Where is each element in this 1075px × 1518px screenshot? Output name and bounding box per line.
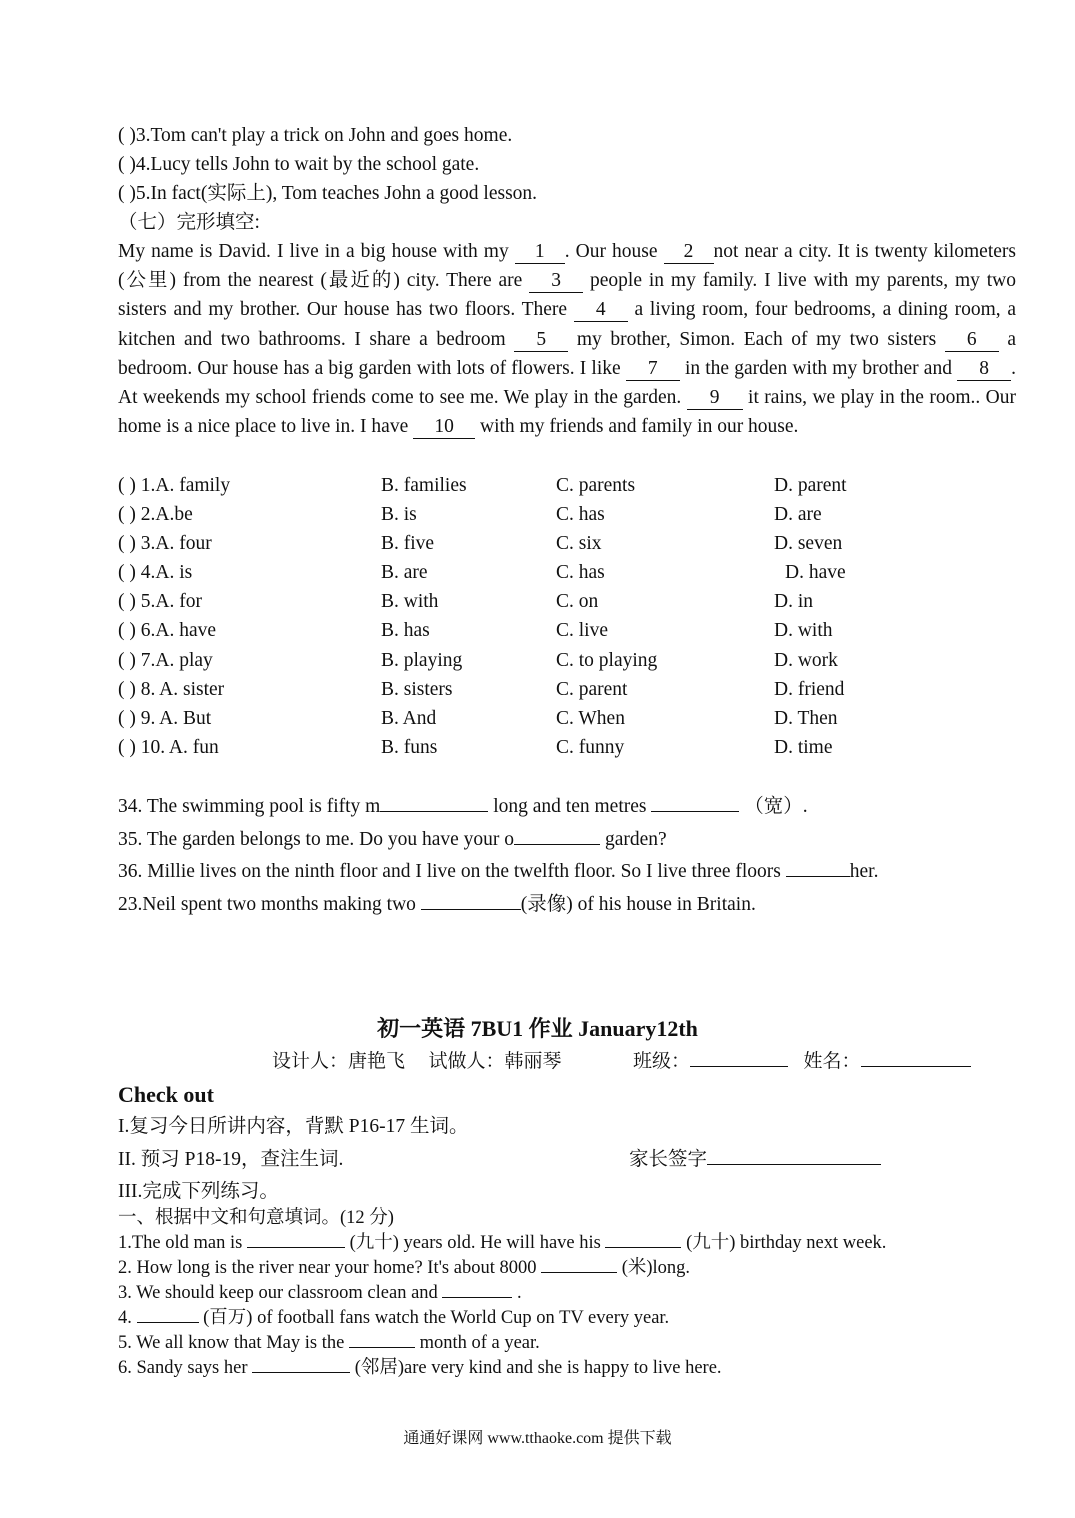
judgement-item-5: ( )5.In fact(实际上), Tom teaches John a good lesson. <box>118 183 538 204</box>
fill-item-36 <box>118 857 878 886</box>
task-3: III.完成下列练习。 <box>118 1181 279 1202</box>
option-b: B. funs <box>381 737 438 758</box>
answer-blank[interactable] <box>786 858 850 877</box>
footer-credit: 通通好课网 www.tthaoke.com 提供下载 <box>403 1430 672 1447</box>
cloze-blank-2[interactable]: 2 <box>664 241 714 264</box>
name-label: 姓名： <box>803 1051 861 1072</box>
cloze-blank-7[interactable]: 7 <box>626 358 680 381</box>
question-text: (米)long. <box>617 1258 691 1278</box>
question-text: 1.The old man is <box>118 1233 247 1253</box>
answer-blank[interactable] <box>380 793 488 812</box>
cloze-passage <box>118 237 1016 441</box>
option-b: B. families <box>381 475 467 496</box>
option-row <box>118 471 1018 500</box>
answer-blank[interactable] <box>247 1229 345 1248</box>
option-a: ( ) 6.A. have <box>118 620 217 641</box>
passage-text: a bedroom. Our house has a big garden with lots of flowers. I like <box>118 328 1017 379</box>
option-a: ( ) 1.A. family <box>118 475 231 496</box>
option-c: C. When <box>556 708 625 729</box>
option-d: D. with <box>774 620 833 641</box>
passage-text: it rains, we play in the room.. Our home is a nice place to live in. I have <box>118 387 1016 438</box>
parent-sign-label: 家长签字 <box>629 1149 708 1170</box>
parent-sign <box>629 1145 881 1174</box>
option-c: C. on <box>556 591 599 612</box>
cloze-blank-5[interactable]: 5 <box>514 329 568 352</box>
option-a: ( ) 9. A. But <box>118 708 212 729</box>
passage-text: a living room, four bedrooms, a dining room, a kitchen and two bathrooms. I share a bedroom <box>118 299 1016 350</box>
question-text: garden? <box>600 829 667 850</box>
question-text: long and ten metres <box>488 796 652 817</box>
question-text: her. <box>849 861 879 882</box>
cloze-heading: （七）完形填空: <box>118 212 260 233</box>
option-c: C. funny <box>556 737 625 758</box>
option-row <box>118 587 1018 616</box>
class-field[interactable] <box>690 1048 788 1067</box>
option-c: C. parent <box>556 679 628 700</box>
option-c: C. to playing <box>556 650 658 671</box>
option-row <box>118 675 1018 704</box>
option-a: ( ) 8. A. sister <box>118 679 225 700</box>
option-a: ( ) 5.A. for <box>118 591 202 612</box>
cloze-blank-8[interactable]: 8 <box>957 358 1011 381</box>
option-row <box>118 704 1018 733</box>
question-text: 2. How long is the river near your home? It's about 8000 <box>118 1258 542 1278</box>
cloze-blank-6[interactable]: 6 <box>945 329 999 352</box>
question-text: (邻居)are very kind and she is happy to live here. <box>350 1358 722 1378</box>
task-1: I.复习今日所讲内容，背默 P16-17 生词。 <box>118 1116 469 1137</box>
option-d: D. in <box>774 591 813 612</box>
question-text: （宽）. <box>739 796 808 817</box>
cloze-blank-4[interactable]: 4 <box>574 299 628 322</box>
tester-label: 试做人：韩丽琴 <box>428 1051 562 1072</box>
option-b: B. are <box>381 562 428 583</box>
option-b: B. with <box>381 591 439 612</box>
option-d: D. are <box>774 504 822 525</box>
option-c: C. has <box>556 504 605 525</box>
fill-item-23 <box>118 890 756 919</box>
fill-item-34 <box>118 792 808 821</box>
homework-subtitle <box>272 1048 971 1076</box>
answer-blank[interactable] <box>421 891 521 910</box>
answer-blank[interactable] <box>252 1354 350 1373</box>
parent-sign-field[interactable] <box>707 1146 881 1165</box>
class-label: 班级： <box>633 1051 691 1072</box>
answer-blank[interactable] <box>541 1254 617 1273</box>
answer-blank[interactable] <box>651 793 739 812</box>
question-text: (九十) birthday next week. <box>681 1233 887 1253</box>
option-row <box>118 500 1018 529</box>
question-text: . <box>512 1283 522 1303</box>
question-text: 34. The swimming pool is fifty m <box>118 796 381 817</box>
question-text: 5. We all know that May is the <box>118 1333 349 1353</box>
option-a: ( ) 7.A. play <box>118 650 213 671</box>
homework-title: 初一英语 7BU1 作业 January12th <box>377 1016 698 1041</box>
option-d: D. time <box>774 737 833 758</box>
question-text: 35. The garden belongs to me. Do you have your o <box>118 829 515 850</box>
passage-text: . Our house <box>564 241 664 262</box>
option-c: C. live <box>556 620 608 641</box>
option-b: B. sisters <box>381 679 453 700</box>
passage-text: . At weekends my school friends come to see me. We play in the garden. <box>118 357 1016 409</box>
question-text: (九十) years old. He will have his <box>344 1233 606 1253</box>
judgement-item-3: ( )3.Tom can't play a trick on John and goes home. <box>118 125 513 146</box>
option-row <box>118 646 1018 675</box>
option-c: C. six <box>556 533 602 554</box>
option-d: D. Then <box>774 708 838 729</box>
option-a: ( ) 3.A. four <box>118 533 212 554</box>
judgement-item-4: ( )4.Lucy tells John to wait by the school gate. <box>118 154 480 175</box>
option-row <box>118 733 1018 762</box>
name-field[interactable] <box>861 1048 971 1067</box>
cloze-blank-1[interactable]: 1 <box>515 241 565 264</box>
question-text: (录像) of his house in Britain. <box>520 894 756 915</box>
option-c: C. parents <box>556 475 636 496</box>
answer-blank[interactable] <box>605 1229 681 1248</box>
option-b: B. And <box>381 708 437 729</box>
answer-blank[interactable] <box>514 826 600 845</box>
answer-blank[interactable] <box>442 1279 512 1298</box>
cloze-blank-3[interactable]: 3 <box>529 270 583 293</box>
question-6 <box>118 1354 722 1383</box>
option-d: D. work <box>774 650 838 671</box>
task-2: II. 预习 P18-19，查注生词. <box>118 1149 344 1170</box>
option-a: ( ) 4.A. is <box>118 562 193 583</box>
section-heading: Check out <box>118 1082 214 1107</box>
option-c: C. has <box>556 562 605 583</box>
option-b: B. playing <box>381 650 463 671</box>
passage-text: not near a city. It is twenty kilometers (公里) from the nearest (最近的) city. There are <box>118 241 1016 292</box>
option-d: D. parent <box>774 475 847 496</box>
answer-blank[interactable] <box>137 1304 199 1323</box>
answer-blank[interactable] <box>349 1329 415 1348</box>
cloze-blank-9[interactable]: 9 <box>687 387 743 410</box>
question-text: (百万) of football fans watch the World Cup on TV every year. <box>198 1308 670 1328</box>
cloze-blank-10[interactable]: 10 <box>413 416 475 439</box>
question-text: 3. We should keep our classroom clean and <box>118 1283 443 1303</box>
fill-item-35 <box>118 825 667 854</box>
option-a: ( ) 10. A. fun <box>118 737 219 758</box>
question-text: 4. <box>118 1308 137 1328</box>
question-text: 23.Neil spent two months making two <box>118 894 421 915</box>
option-d: D. have <box>785 562 846 583</box>
option-b: B. five <box>381 533 435 554</box>
part-1-heading: 一、根据中文和句意填词。(12 分) <box>118 1208 394 1228</box>
option-a: ( ) 2.A.be <box>118 504 193 525</box>
option-b: B. is <box>381 504 417 525</box>
passage-text: with my friends and family in our house. <box>475 416 799 438</box>
designer-label: 设计人：唐艳飞 <box>272 1051 406 1072</box>
passage-text: My name is David. I live in a big house with my <box>118 241 515 262</box>
option-row <box>118 616 1018 645</box>
question-text: 36. Millie lives on the ninth floor and I live on the twelfth floor. So I live three floors <box>118 861 786 882</box>
option-d: D. friend <box>774 679 845 700</box>
passage-text: people in my family. I live with my parents, my two sisters and my brother. Our house has two floors. There <box>118 270 1017 321</box>
option-row <box>118 529 1018 558</box>
question-text: month of a year. <box>414 1333 540 1353</box>
option-row <box>118 558 1018 587</box>
option-d: D. seven <box>774 533 843 554</box>
passage-text: my brother, Simon. Each of my two sisters <box>568 328 945 350</box>
question-text: 6. Sandy says her <box>118 1358 253 1378</box>
passage-text: in the garden with my brother and <box>679 357 958 379</box>
option-b: B. has <box>381 620 430 641</box>
